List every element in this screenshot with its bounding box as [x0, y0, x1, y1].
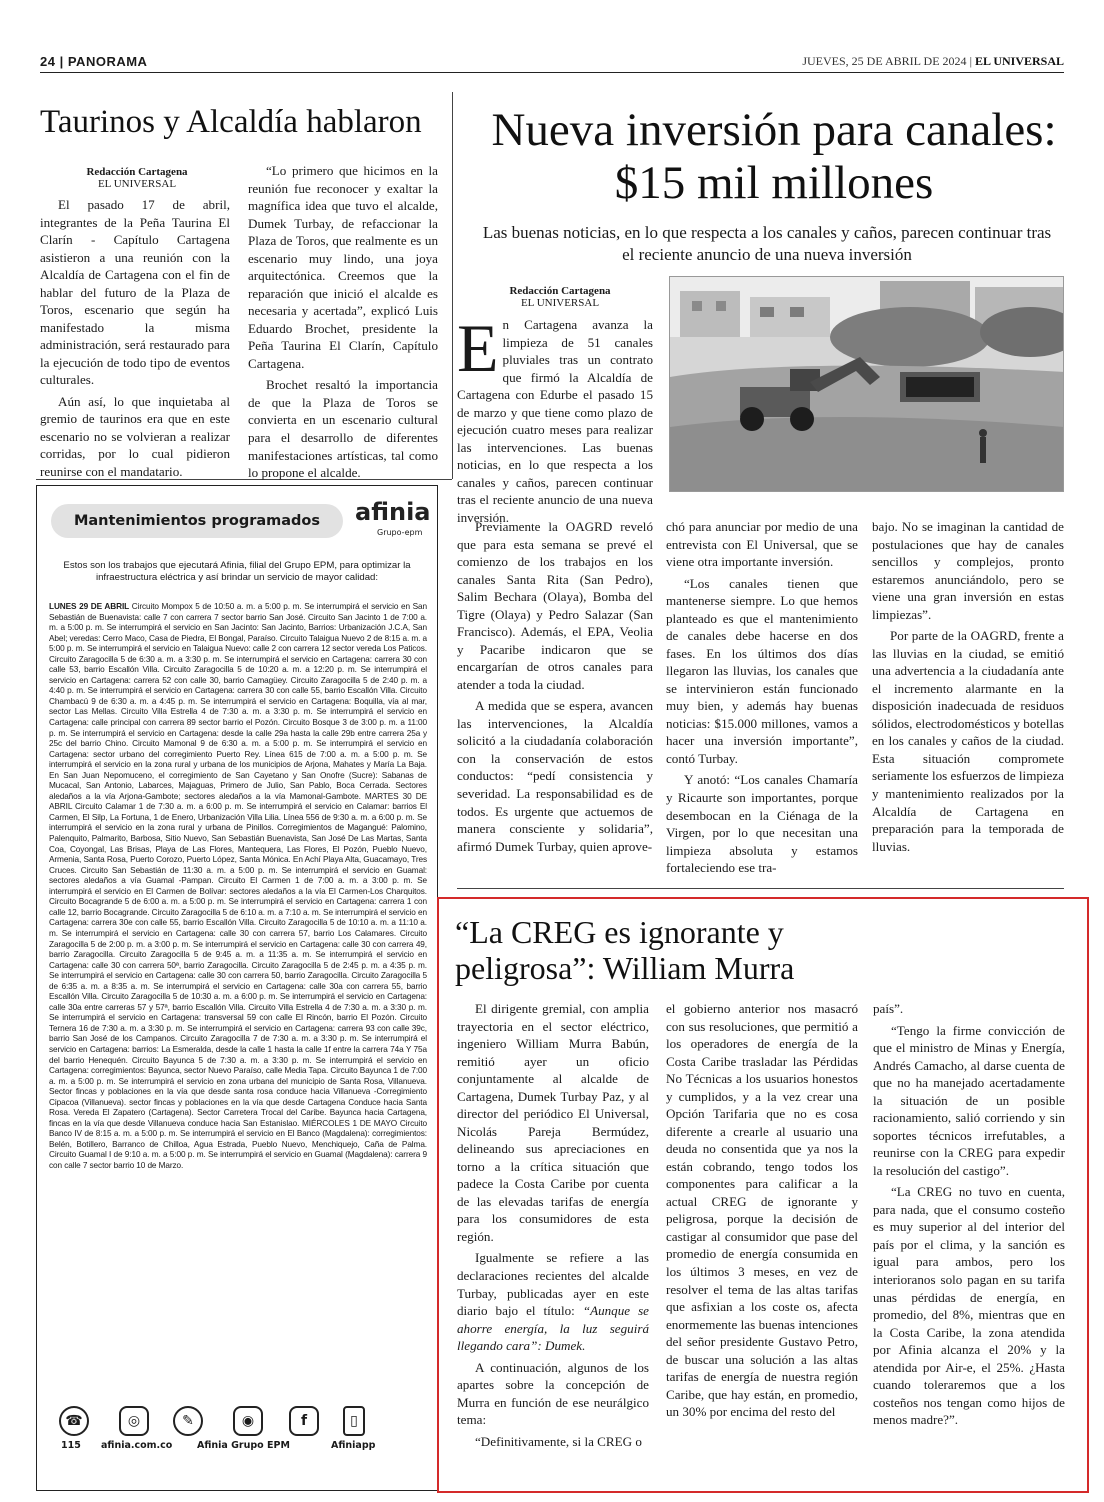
paragraph: país”.: [873, 1001, 904, 1016]
paragraph: bajo. No se imaginan la cantidad de postulaciones que hay de canales sencillos y complejos, pronto estaremos anunciándolo, pero se viene una gran inversión en estas limpiezas”.: [872, 519, 1064, 622]
page-number: 24: [40, 54, 56, 69]
afinia-logo-sub: Grupo-epm: [377, 528, 423, 537]
canales-column-2: [666, 518, 858, 881]
canales-column-3: [872, 518, 1064, 859]
paragraph: Por parte de la OAGRD, frente a las lluvias en la ciudad, se emitió una advertencia a la ciudadanía ante el incremento alarmante en la disposición inadecuada de residuos sólidos, electrodomésticos y botellas en los canales y caños de la ciudad. Esta situación compromete seriamente los esfuerzos de limpieza y mantenimiento realizados por la Alcaldía de Cartagena en preparación para la temporada de lluvias.: [872, 628, 1065, 854]
taurinos-title: Taurinos y Alcaldía hablaron: [40, 104, 422, 140]
twitter-icon: ✎: [173, 1406, 203, 1436]
paragraph: “Tengo la firme convicción de que el ministro de Minas y Energía, Andrés Camacho, al darse cuenta de que no ha manejado acertadamente la situación de un posible racionamiento, salió corriendo y sin soportes técnicos irrefutables, a reunirse con la CREG para expedir la resolución del castigo”.: [873, 1022, 1065, 1178]
web-icon: ◎: [119, 1406, 149, 1436]
creg-column-2: [666, 1000, 858, 1425]
excavator-image: [670, 277, 1064, 492]
paragraph: El dirigente gremial, con amplia trayectoria en el sector eléctrico, ingeniero William Murra Babún, remitió ayer un oficio conjuntamente al alcalde de Cartagena, Dumek Turbay Paz, y al director del periódico El Universal, Nicolás Pareja Bermúdez, delineando sus apreciaciones en torno a la crítica situación que padece la Costa Caribe por cuenta de las elevadas tarifas de energía para los consumidores de esta región.: [457, 1001, 649, 1244]
taurinos-byline: [62, 166, 212, 190]
creg-title: “La CREG es ignorante y peligrosa”: William Murra: [455, 914, 795, 987]
newspaper-name: EL UNIVERSAL: [974, 54, 1064, 68]
canal-cleanup-photo: [669, 276, 1064, 492]
paragraph: A medida que se espera, avancen las intervenciones, la Alcaldía solicitó a la ciudadanía colaboración con la conservación de estos conductos: “pedí consistencia y severidad. La responsabilidad es de todos. Es urgente que actuemos de manera consciente y solidaria”, afirmó Dumek Turbay, quien aprove-: [457, 698, 653, 854]
paragraph: “Definitivamente, si la CREG o: [475, 1433, 642, 1449]
taurinos-column-2: [248, 162, 438, 486]
paragraph: El pasado 17 de abril, integrantes de la Peña Taurina El Clarín - Capítulo Cartagena asistieron a una reunión con la Alcaldía de Cartagena con el fin de hablar del futuro de la Plaza de Toros, escenario que según ha manifestado la misma administración, será restaurado para la ejecución de todo tipo de eventos culturales.: [40, 197, 230, 388]
afinia-logo: afinia: [355, 498, 431, 526]
paragraph: “Lo primero que hicimos en la reunión fue reconocer y exaltar la magnífica idea que tuvo el alcalde, Dumek Turbay, de refaccionar la Plaza de Toros, que realmente es un escenario muy lindo, una joya arquitectónica. Creemos que la reparación que inició el alcalde es necesaria y acertada”, explicó Luis Eduardo Brochet, presidente la Peña Taurina El Clarín, Capítulo Cartagena.: [248, 163, 438, 371]
byline-outlet: EL UNIVERSAL: [97, 178, 177, 191]
paragraph: Y anotó: “Los canales Chamaría y Ricaurte son importantes, porque desembocan en la Ciénaga de la Virgen, por lo que necesitan una limpieza absoluta y estamos fortaleciendo ese tra-: [666, 772, 858, 876]
paragraph: “La CREG no tuvo en cuenta, para nada, que el consumo costeño es muy superior al del interior del país por el clima, y la sanción es igual para ambos, pero los interioranos solo pagan en su tarifa unas pérdidas de energía, en promedio, del 8%, mientras que en la Costa Caribe, la zona atendida por Afinia alcanza el 20% y la atendida por Air-e, el 25%. ¿Hasta cuando toleraremos que a los costeños nos tengan como hijos de menos madre?”.: [873, 1184, 1065, 1428]
drop-cap: E: [457, 310, 499, 386]
canales-title: Nueva inversión para canales: $15 mil millones: [491, 104, 1057, 209]
vertical-divider: [452, 92, 453, 479]
paragraph: [457, 1249, 649, 1354]
afinia-schedule: [49, 602, 427, 1172]
byline-author: Redacción Cartagena: [509, 285, 611, 297]
afinia-maintenance-ad: [36, 485, 438, 1491]
paragraph: “Los canales tienen que mantenerse siempre. Lo que hemos planteado es que el mantenimiento de canales debe hacerse en dos fases. En los últimos dos días llegaron las lluvias, los canales que se intervinieron están funcionado muy bien, y además hay buenas noticias: $15.000 millones, vamos a hacer una inversión importante”, contó Turbay.: [666, 575, 858, 766]
schedule-text: Circuito Mompox 5 de 10:50 a. m. a 5:00 p. m. Se interrumpirá el servicio en San Sebastián de Buenavista: calle 7 con carrera 7 sector barrio San José. Circuito San Jacinto 1 de 7:00 a. m. a 5:00 p. m. Se interrumpirá el servicio en San Jacinto: San Jacinto, Barrios: Urbanización J.C.A, San Abel; veredas: Cerro Maco, Casa de Piedra, El Bongal, Paraíso. Circuito Talaigua Nuevo 2 de 8:15 a. m. a 5:00 p. m. Se interrumpirá el servicio en Talaigua Nuevo: calle 2 con carrera 12 sector vereda Los Paticos. Circuito Zaragocilla 5 de 6:30 a. m. a 3:30 p. m. Se interrumpirá el servicio en Cartagena: carrera 30 con calle 53, barrio Escallón Villa. Circuito Zaragocilla 5 de 10:20 a. m. a 12:20 p. m. Se interrumpirá el servicio en Cartagena: carrera 52 con calle 30, barrio Camagüey. Circuito Zaragocilla 5 de 2:40 p. m. a 4:40 p. m. Se interrumpirá el servicio en Cartagena: carrera 30 con calle 55, barrio Escallón Villa. Circuito Chambacú 9 de 6:30 a. m. a 4:45 p. m. Se interrumpirá el servicio en Cartagena: Boquilla, vía al mar, sector Las Mellas. Circuito Villa Estrella 4 de 7:30 a. m. a 3:30 p. m. Se interrumpirá el servicio en Cartagena: calle principal con carrera 89 sector barrio el Pozón. Circuito Bosque 3 de 3:00 p. m. a 11:00 p. m. Se interrumpirá el servicio en Cartagena: desde la calle 29a hasta la calle 29b entre carrera 25a y 25c del barrio Chino. Circuito Mamonal 9 de 6:30 a. m. a 5:00 p. m. Se interrumpirá el servicio en Cartagena: sector urbano del corregimiento Puerto Rey. Línea 615 de 7:00 a. m. a 5:00 p. m. Se interrumpirá el servicio en la zona rural y urbana de los municipios de Arjona, Mahates y María La Baja. En San Juan Nepomuceno, el corregimiento de San Cayetano y San Onofre (Sucre): Sabanas de Mucacal, San Antonio, Labarces, Majaguas, Primero de Julio, San Pablo, Boca Cerrada. Sectores aledaños a la vía Arjona-Gambote; sectores aledaños a la vía Mamonal-Gambote. MARTES 30 DE ABRIL Circuito Calamar 1 de 7:30 a. m. a 6:00 p. m. Se interrumpirá el servicio en Calamar: barrios El Carmen, El Silp, La Fortuna, 1 de Enero, Urbanización Villa Lilia. Línea 556 de 9:30 a. m. a 6:00 p. m. Se interrumpirá el servicio en la zona rural y urbana de Pinillos. Corregimientos de Magangué: Palomino, Palenquito, Palmarito, Barbosa, Sitio Nuevo, San Sebastián Buenavista, San José De Las Martas, Santa Coa, Coyongal, Las Brisas, Playa de Las Flores, Mantequera, Las Flores, El Pozón, Pueblo Nuevo, Armenia, Santa Rosa, Puerto Corozo, Puerto López, Santa Mónica. En Achí Playa Alta, Guacamayo, Tres Cruces. Circuito San Sebastián de 11:30 a. m. a 5:00 p. m. Se interrumpirá el servicio en Guamal: sectores aledaños a vía Guamal -Pampan. Circuito El Carmen 1 de 7:00 a. m. a 3:00 p. m. Se interrumpirá el servicio en El Carmen de Bolívar: sectores aledaños a la vía El Carmen-Los Charquitos. Circuito Bocagrande 5 de 6:00 a. m. a 5:00 p. m. Se interrumpirá el servicio en Cartagena: carrera 1 con calle 12, barrio Bocagrande. Circuito Zaragocilla 5 de 6:10 a. m. a 7:10 a. m. Se interrumpirá el servicio en Cartagena: carrera 30e con calle 55, barrio Escallón Villa. Circuito Zaragocilla 5 de 10:10 a. m. a 11:10 a. m. Se interrumpirá el servicio en Cartagena: calle 30 con carrera 57, barrio Los Calamares. Circuito Zaragocilla 5 de 2:00 p. m. a 3:00 p. m. Se interrumpirá el servicio en Cartagena: calle 30 con carrera 49, barrio Zaragocilla. Circuito Zaragocilla 5 de 9:45 a. m. a 11:35 a. m. Se interrumpirá el servicio en Cartagena: calle 30 con carrera 50ª, barrio Zaragocilla. Circuito Zaragocilla 5 de 2:45 p. m. a 4:35 p. m. Se interrumpirá el servicio en Cartagena: calle 30 con carrera 50, barrio Zaragocilla. Circuito Zaragocilla 5 de 6:35 a. m. a 8:35 a. m. Se interrumpirá el servicio en Cartagena: calle 30a con carrera 55, barrio Escallón Villa. Circuito Zaragocilla 5 de 10:30 a. m. a 6:00 p. m. Se interrumpirá el servicio en Cartagena: calle 30a entre carreras 57 y 57ª, barrio Escallón Villa. Circuito Villa Estrella 4 de 7:30 a. m. a 3:30 p. m. Se interrumpirá el servicio en Cartagena: transversal 59 con calle El Rincón, barrio El Pozón. Circuito Ternera 16 de 7:30 a. m. a 3:30 p. m. Se interrumpirá el servicio en Cartagena: carrera 93 con calle 39c, barrio San José de los Campanos. Circuito Zaragocilla 7 de 7:30 a. m. a 3:30 p. m. Se interrumpirá el servicio en Cartagena: barrios: La Esmeralda, desde la calle 1 hasta la calle 1f entre la carrera 74a Y 75a del barrio Henequén. Circuito Bayunca 5 de 7:30 a. m. a 3:30 p. m. Se interrumpirá el servicio en Cartagena: corregimientos: Bayunca, sector Nuevo Paraíso, calle Media Tapa. Circuito Bayunca 1 de 7:00 a. m. a 5:00 p. m. Se interrumpirá el servicio en zona urbana del municipio de Santa Rosa, Villanueva. Sector fincas y poblaciones en la vía que desde santa rosa conduce hacia Villanueva -Corregimiento Cipacoa (Villanueva). sector fincas y poblaciones en la vía que desde Cartagena Conduce hacia Santa Rosa. Vereda El Zapatero (Cartagena). Sector Carretera Trocal del Caribe. Bayunca hacia Cartagena, fincas en la vía que desde Villanueva conduce hacia San Estanislao. MIÉRCOLES 1 DE MAYO Circuito Banco IV de 8:15 a. m. a 5:00 p. m. Se interrumpirá el servicio en El Banco (Magdalena): corregimientos: Belén, Botillero, Barranco de Chilloa, Agua Estrada, Pueblo Nuevo, Menchiquejo, Caña de Palma. Circuito Guamal I de 9:10 a. m. a 5:00 p. m. Se interrumpirá el servicio en Guamal (Magdalena): carrera 9 con calle 7 sector barrio 10 de Marzo.: [49, 602, 427, 1170]
instagram-icon: ◉: [233, 1406, 263, 1436]
creg-column-3: [873, 1000, 1065, 1433]
afinia-website: afinia.com.co: [101, 1440, 173, 1451]
paragraph: Previamente la OAGRD reveló que para esta semana se prevé el comienzo de los trabajos en los canales Santa Rita (San Pedro), Salim Bechara (Olaya), Bomba del Tigre (Olaya) y Pedro Salazar (San Francisco). Además, el EPA, Veolia y Pacaribe indicaron que se encargarían de otros canales para atender a toda la ciudad.: [457, 519, 653, 692]
paragraph: el gobierno anterior nos masacró con sus resoluciones, que permitió a los operadores de energía de la Costa Caribe trasladar las Pérdidas No Técnicas a los usuarios honestos y cumplidos, y a la vez crear una Opción Tarifaria que no es cosa diferente a crearle al usuario una deuda no consentida que ya nos la están cobrando, tengo todos los componentes para calificar a la actual CREG de ignorante y peligrosa, porque la decisión de castigar al consumidor que pase del promedio de energía consumida en los últimos 3 meses, en vez de resolver el tema de las altas tarifas que asfixian a los coste os, afecta enormemente las buenas intenciones del señor presidente Gustavo Petro, de buscar una solución a las altas tarifas de energía de nuestra región Caribe, que hay están, en promedio, un 30% por encima del resto del: [666, 1001, 858, 1420]
afinia-intro: Estos son los trabajos que ejecutará Afinia, filial del Grupo EPM, para optimizar la infraestructura eléctrica y así brindar un servicio de mayor calidad:: [63, 560, 411, 584]
page-header-left: 24 | PANORAMA: [40, 54, 148, 69]
afinia-footer: [49, 1406, 425, 1478]
lead-paragraph: n Cartagena avanza la limpieza de 51 canales pluviales tras un contrato que firmó la Alcaldía de Cartagena con Edurbe el pasado 15 de marzo y que tiene como plazo de ejecución cuatro meses para realizar las intervenciones. Las buenas noticias, en lo que respecta a los canales y caños, parecen continuar tras el reciente anuncio de una nueva inversión.: [457, 317, 653, 525]
page-header-right: JUEVES, 25 DE ABRIL DE 2024 | EL UNIVERSAL: [802, 54, 1064, 68]
horizontal-divider: [457, 888, 1064, 889]
paragraph: Brochet resaltó la importancia de que la Plaza de Toros se convierta en un escenario cultural para el desarrollo de diferentes manifestaciones artísticas, tal como lo propone el alcalde.: [248, 377, 438, 481]
afinia-phone: 115: [61, 1440, 81, 1451]
paragraph: Aún así, lo que inquietaba al gremio de taurinos era que en este escenario no se volvieran a realizar corridas, por lo cual pidieron reunirse con el mandatario.: [40, 393, 230, 479]
byline-author: Redacción Cartagena: [86, 166, 188, 178]
canales-byline: [480, 285, 640, 309]
header-rule: [40, 72, 1064, 73]
issue-date: JUEVES, 25 DE ABRIL DE 2024: [802, 54, 967, 68]
section-name: PANORAMA: [67, 54, 148, 69]
mobile-app-icon: ▯: [343, 1406, 365, 1436]
byline-outlet: EL UNIVERSAL: [520, 297, 600, 310]
paragraph-text: Igualmente se refiere a las declaraciones recientes del alcalde Turbay, publicadas ayer en este diario bajo el título:: [457, 1250, 649, 1319]
afinia-app: Afiniapp: [331, 1440, 376, 1451]
paragraph: chó para anunciar por medio de una entrevista con El Universal, que se viene otra importante inversión.: [666, 519, 858, 570]
taurinos-column-1: [40, 196, 230, 485]
canales-lead: [457, 310, 653, 526]
facebook-icon: f: [289, 1406, 319, 1436]
schedule-day: LUNES 29 DE ABRIL: [49, 602, 130, 611]
paragraph: A continuación, algunos de los apartes sobre la concepción de Murra en función de ese neurálgico tema:: [457, 1359, 649, 1428]
canales-column-1: [457, 518, 653, 859]
creg-column-1: [457, 1000, 649, 1454]
quoted-headline: “Aunque se ahorre energía, la luz seguirá llegando cara”: Dumek.: [457, 1303, 649, 1354]
canales-subtitle: Las buenas noticias, en lo que respecta a los canales y caños, parecen continuar tras el reciente anuncio de una nueva inversión: [482, 223, 1052, 265]
headset-icon: ☎: [59, 1406, 89, 1436]
afinia-ad-title: Mantenimientos programados: [51, 504, 343, 538]
afinia-social: Afinia Grupo EPM: [197, 1440, 290, 1451]
